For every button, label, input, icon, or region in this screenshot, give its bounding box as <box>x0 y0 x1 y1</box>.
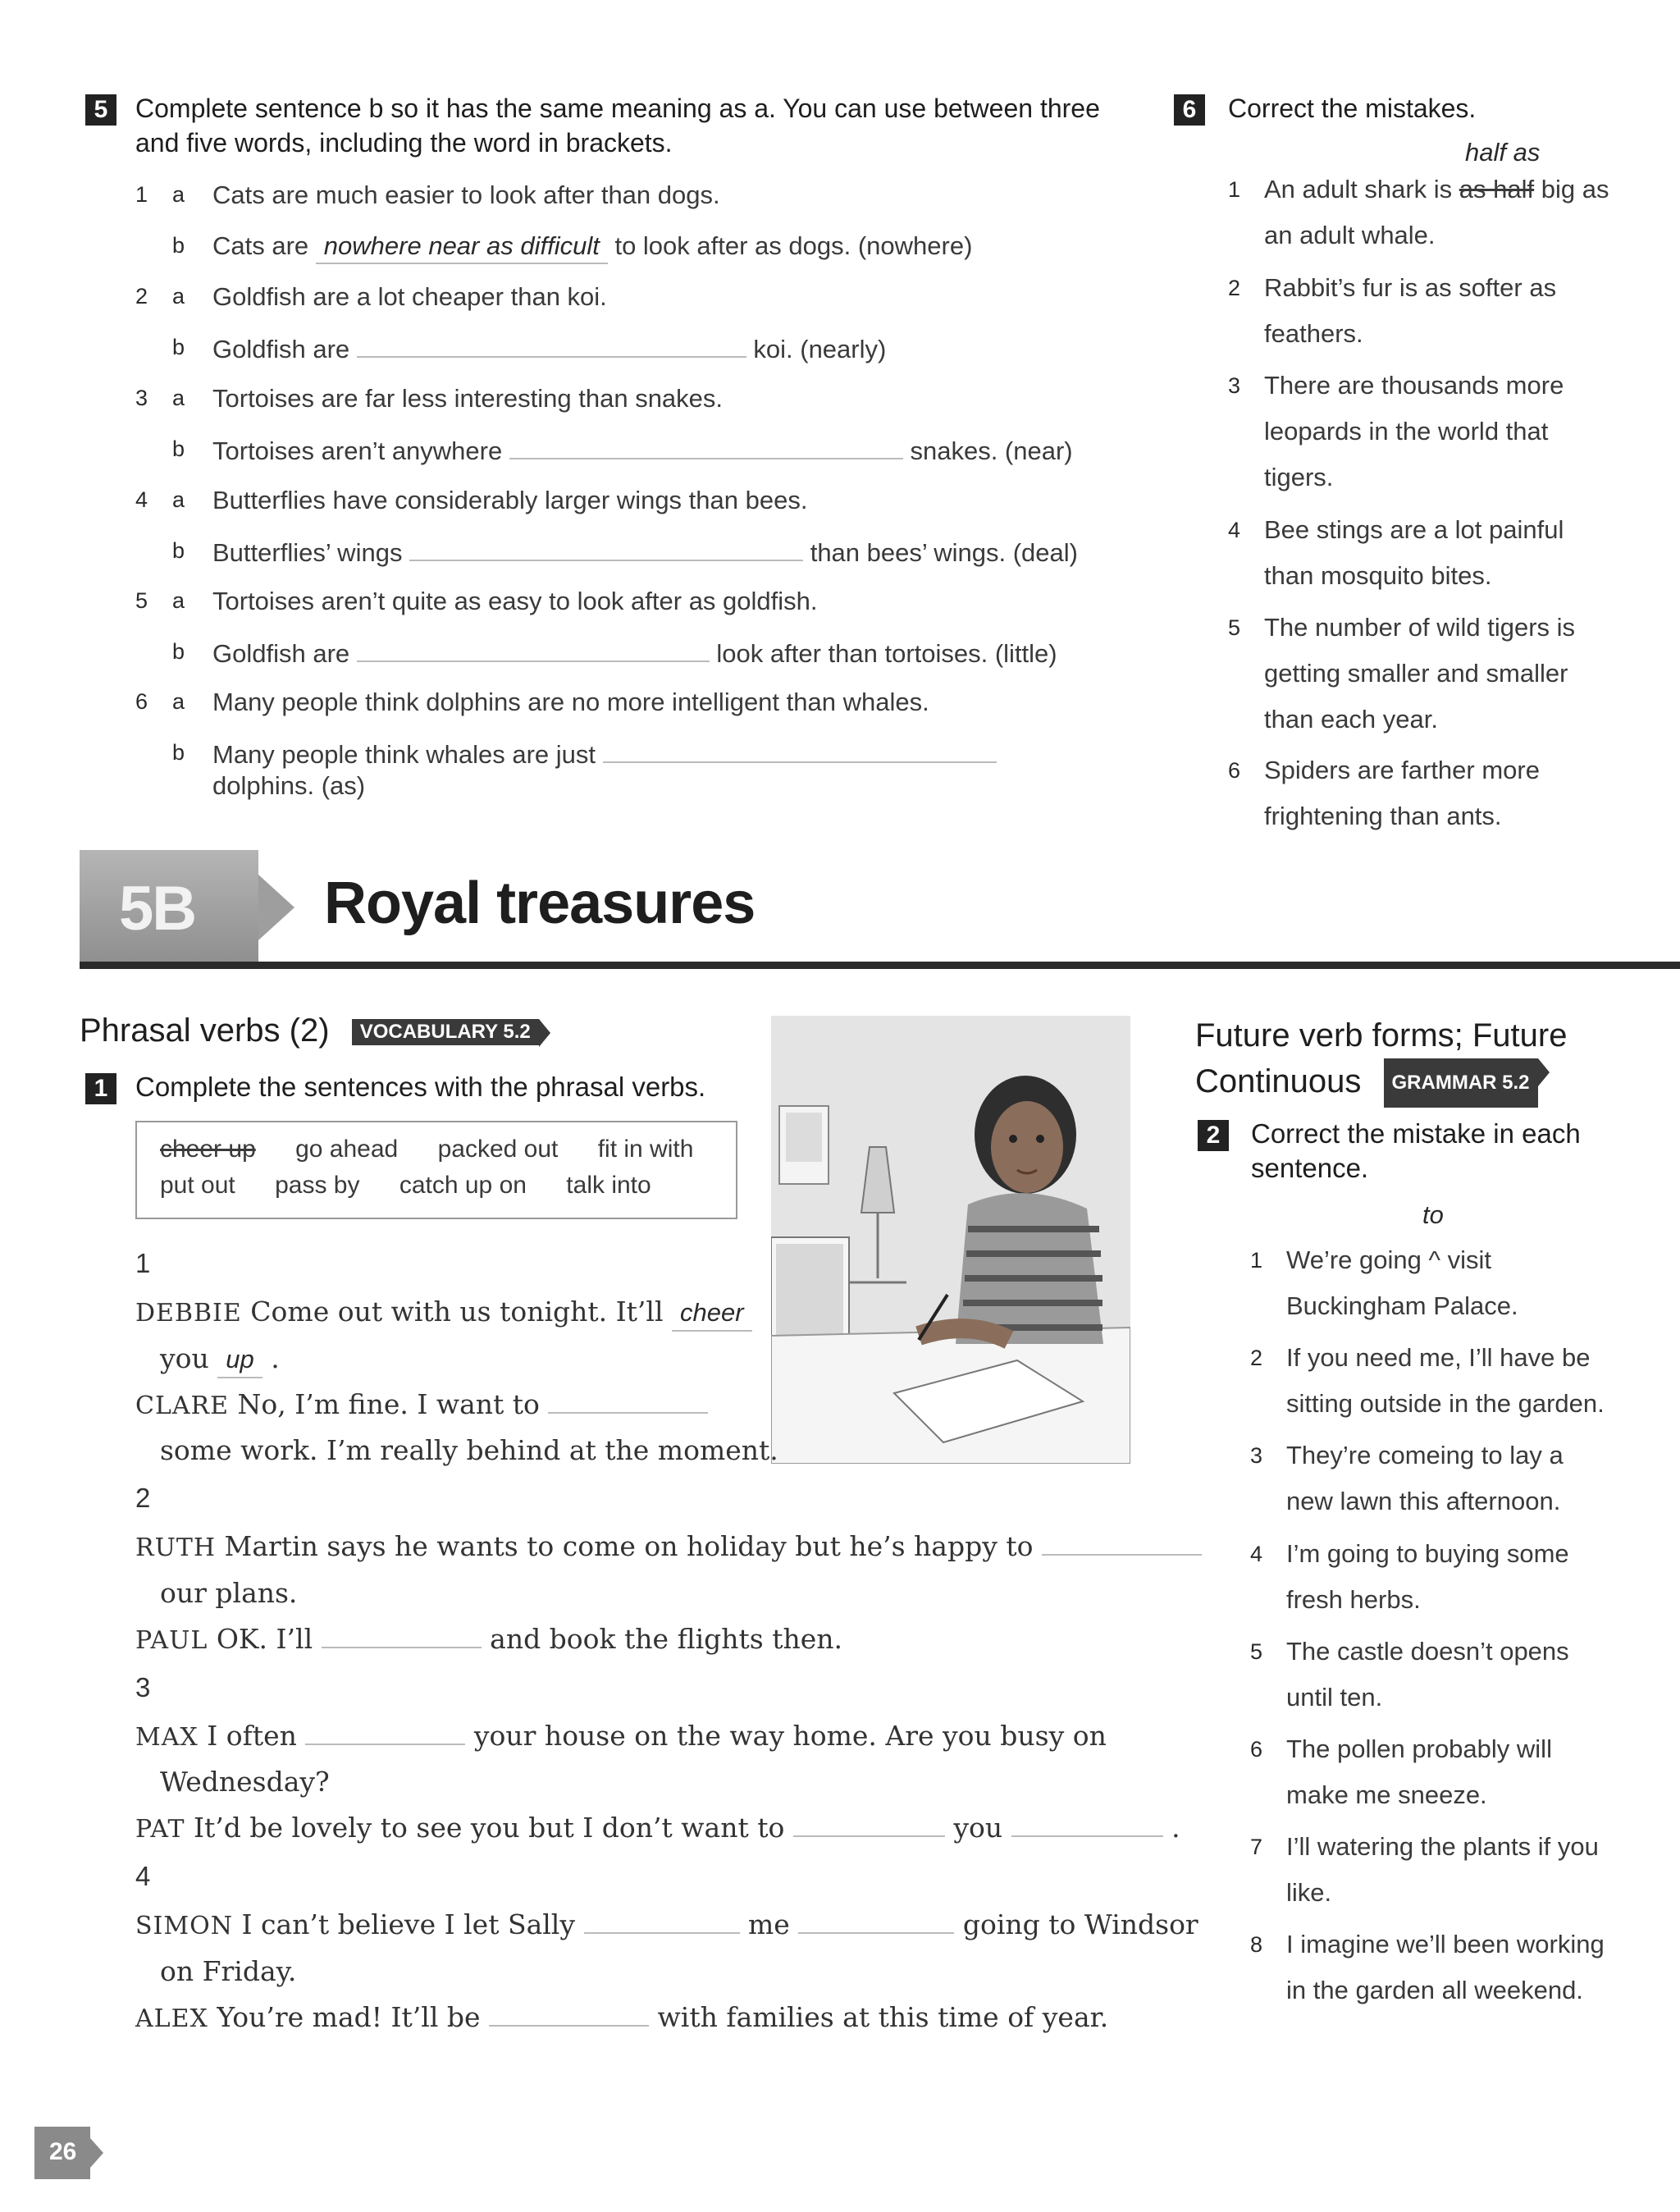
list-item <box>1286 1824 1664 1916</box>
item-number: 1 <box>135 182 148 207</box>
dialogue-text: I can’t believe I let Sally <box>241 1908 575 1940</box>
speaker-name: RUTH <box>135 1533 217 1562</box>
grammar-heading-text: Continuous <box>1195 1063 1362 1099</box>
item-text: than mosquito bites. <box>1264 561 1492 590</box>
dialogue-number: 4 <box>135 1861 151 1891</box>
item-number: 5 <box>1228 615 1241 640</box>
item-number: 8 <box>1250 1932 1263 1957</box>
sentence-b-start: Tortoises aren’t anywhere <box>212 436 503 465</box>
unit-divider <box>80 962 1680 969</box>
list-item <box>1264 507 1641 599</box>
dialogue-text: Martin says he wants to come on holiday but he’s happy to <box>224 1530 1034 1562</box>
exercise-6-instruction: Correct the mistakes. <box>1228 94 1477 123</box>
page-number-tab <box>34 2127 90 2179</box>
item-letter-b: b <box>172 436 185 461</box>
dialogue-line <box>135 1622 842 1658</box>
item-text: make me sneeze. <box>1286 1780 1487 1809</box>
dialogue-text: our plans. <box>160 1577 298 1609</box>
dialogue-number: 3 <box>135 1672 151 1702</box>
item-number: 3 <box>1250 1443 1263 1468</box>
page-tab-arrow <box>90 2138 103 2168</box>
answer-blank[interactable] <box>793 1811 945 1837</box>
speaker-name: CLARE <box>135 1392 230 1420</box>
answer-blank[interactable] <box>305 1719 465 1745</box>
list-item <box>1286 1237 1655 1329</box>
list-item <box>1264 363 1641 500</box>
item-text: frightening than ants. <box>1264 802 1502 830</box>
sentence-b-start: Goldfish are <box>212 639 350 668</box>
dialogue-text: I often <box>207 1720 297 1752</box>
sentence-b-end: to look after as dogs. (nowhere) <box>614 231 973 260</box>
item-letter-a: a <box>172 284 185 308</box>
struck-text: as half <box>1459 175 1535 203</box>
sentence-b-end: koi. (nearly) <box>753 335 887 363</box>
word-box-row <box>160 1136 693 1163</box>
item-text: big as <box>1541 175 1609 203</box>
dialogue-text: you <box>953 1812 1003 1844</box>
sentence-a: Tortoises aren’t quite as easy to look after as goldfish. <box>212 587 818 615</box>
word-option: pass by <box>275 1172 360 1199</box>
answer-blank[interactable] <box>409 535 803 561</box>
item-letter-b: b <box>172 538 185 563</box>
exercise-5-instruction: Complete sentence b so it has the same meaning as a. You can use between three and five words, including the word in brackets. <box>135 94 1100 158</box>
sentence-a: Goldfish are a lot cheaper than koi. <box>212 282 607 311</box>
item-text: I’m going to buying some <box>1286 1539 1569 1568</box>
sentence-b <box>212 331 886 366</box>
item-letter-a: a <box>172 487 185 512</box>
item-letter-b: b <box>172 233 185 258</box>
dialogue-text: on Friday. <box>160 1955 297 1987</box>
item-text: The castle doesn’t opens <box>1286 1637 1569 1666</box>
dialogue-text: with families at this time of year. <box>657 2001 1109 2033</box>
list-item <box>1286 1922 1664 2013</box>
item-text: The pollen probably will <box>1286 1734 1552 1763</box>
item-letter-a: a <box>172 182 185 207</box>
answer-blank[interactable] <box>1042 1529 1202 1556</box>
dialogue-text: and book the flights then. <box>490 1623 842 1655</box>
item-text: fresh herbs. <box>1286 1585 1421 1614</box>
speaker-name: PAUL <box>135 1626 208 1655</box>
list-item <box>1286 1531 1655 1623</box>
item-text: Bee stings are a lot painful <box>1264 515 1564 544</box>
item-letter-a: a <box>172 689 185 714</box>
item-letter-a: a <box>172 386 185 410</box>
word-option: cheer up <box>160 1136 256 1163</box>
item-number: 3 <box>1228 373 1241 398</box>
dialogue-text: Come out with us tonight. It’ll <box>250 1296 664 1328</box>
item-number: 2 <box>1250 1346 1263 1370</box>
speaker-name: SIMON <box>135 1912 233 1940</box>
answer-blank[interactable] <box>357 636 710 662</box>
dialogue-line <box>135 1295 752 1332</box>
unit-code-banner <box>80 850 258 967</box>
dialogue-text: going to Windsor <box>962 1908 1198 1940</box>
banner-arrow <box>258 875 294 940</box>
speaker-name: DEBBIE <box>135 1299 242 1328</box>
sentence-b-end: than bees’ wings. (deal) <box>810 538 1078 567</box>
answer-example: cheer <box>672 1296 752 1332</box>
exercise-1-instruction: Complete the sentences with the phrasal verbs. <box>135 1072 706 1102</box>
item-text: in the garden all weekend. <box>1286 1976 1583 2004</box>
item-number: 6 <box>1228 758 1241 783</box>
dialogue-text: you <box>160 1342 209 1374</box>
list-item <box>1286 1335 1655 1427</box>
speaker-name: ALEX <box>135 2004 208 2033</box>
item-text: than each year. <box>1264 705 1438 734</box>
item-text: an adult whale. <box>1264 221 1436 249</box>
dialogue-line <box>135 1908 1198 1944</box>
item-text: sitting outside in the garden. <box>1286 1389 1605 1418</box>
item-letter-b: b <box>172 740 185 765</box>
sentence-b-start: Goldfish are <box>212 335 350 363</box>
answer-blank[interactable] <box>548 1387 708 1414</box>
item-number: 5 <box>135 588 148 613</box>
item-number: 6 <box>1250 1737 1263 1762</box>
unit-title: Royal treasures <box>324 871 756 936</box>
sentence-a: Cats are much easier to look after than dogs. <box>212 181 720 209</box>
dialogue-number: 2 <box>135 1483 151 1513</box>
item-text: like. <box>1286 1878 1332 1907</box>
sentence-b-end: look after than tortoises. (little) <box>716 639 1057 668</box>
dialogue-text: . <box>1171 1812 1180 1844</box>
item-number: 2 <box>1228 276 1241 300</box>
item-text: Buckingham Palace. <box>1286 1291 1518 1320</box>
dialogue-text: It’d be lovely to see you but I don’t want to <box>193 1812 785 1844</box>
list-item <box>1286 1726 1655 1818</box>
dialogue-text: . <box>271 1342 280 1374</box>
item-letter-b: b <box>172 335 185 359</box>
item-text: new lawn this afternoon. <box>1286 1487 1561 1515</box>
dialogue-text: You’re mad! It’ll be <box>217 2001 481 2033</box>
sentence-a: Tortoises are far less interesting than snakes. <box>212 384 724 413</box>
item-number: 4 <box>1228 518 1241 542</box>
grammar-heading <box>1195 1012 1655 1108</box>
list-item <box>1264 605 1641 743</box>
vocab-heading <box>80 1012 539 1049</box>
sentence-b-start: Butterflies’ wings <box>212 538 403 567</box>
item-number: 2 <box>135 284 148 308</box>
item-text: tigers. <box>1264 463 1334 491</box>
item-text: Spiders are farther more <box>1264 756 1540 784</box>
item-text: I imagine we’ll been working <box>1286 1930 1605 1958</box>
dialogue-line <box>135 1811 1180 1847</box>
sentence-b <box>212 737 997 771</box>
sentence-b-start: Cats are <box>212 231 309 260</box>
item-number: 7 <box>1250 1835 1263 1859</box>
word-option: fit in with <box>597 1136 694 1163</box>
item-text: There are thousands more <box>1264 371 1564 400</box>
answer-blank[interactable] <box>509 433 903 459</box>
exercise-1-number: 1 <box>85 1073 116 1104</box>
answer-example: nowhere near as difficult <box>316 230 608 264</box>
word-option: packed out <box>437 1136 559 1163</box>
sentence-b-start: Many people think whales are just <box>212 740 596 769</box>
answer-blank[interactable] <box>798 1908 954 1934</box>
dialogue-number: 1 <box>135 1248 151 1278</box>
answer-blank[interactable] <box>357 331 746 358</box>
item-text: An adult shark is <box>1264 175 1453 203</box>
answer-blank[interactable] <box>584 1908 740 1934</box>
woman-illustration-icon <box>771 1016 1130 1464</box>
dialogue-text: No, I’m fine. I want to <box>237 1388 540 1420</box>
sentence-b-end: dolphins. (as) <box>212 771 366 800</box>
word-option: go ahead <box>295 1136 399 1163</box>
item-text: We’re going ^ visit <box>1286 1245 1492 1274</box>
sentence-a: Many people think dolphins are no more intelligent than whales. <box>212 688 929 716</box>
dialogue-line <box>135 2000 1108 2036</box>
page-number: 26 <box>49 2138 77 2165</box>
exercise-6-number: 6 <box>1174 94 1205 126</box>
item-text: feathers. <box>1264 319 1363 348</box>
item-number: 4 <box>135 487 148 512</box>
exercise-5-number: 5 <box>85 94 116 126</box>
list-item <box>1264 747 1641 839</box>
vocab-tag: VOCABULARY 5.2 <box>352 1019 539 1045</box>
item-text: If you need me, I’ll have be <box>1286 1343 1591 1372</box>
answer-example: up <box>217 1342 262 1378</box>
word-option: talk into <box>566 1172 651 1199</box>
illustration-woman-at-desk <box>771 1016 1130 1464</box>
dialogue-line <box>135 1719 1107 1755</box>
dialogue-text: me <box>748 1908 790 1940</box>
answer-blank[interactable] <box>603 737 997 763</box>
answer-blank[interactable] <box>1011 1811 1163 1837</box>
unit-code: 5B <box>119 874 196 944</box>
item-number: 1 <box>1250 1248 1263 1273</box>
answer-blank[interactable] <box>322 1622 482 1648</box>
item-text: I’ll watering the plants if you <box>1286 1832 1599 1861</box>
item-text: until ten. <box>1286 1683 1383 1712</box>
sentence-b-end: snakes. (near) <box>910 436 1073 465</box>
answer-blank[interactable] <box>489 2000 649 2027</box>
item-text: getting smaller and smaller <box>1264 659 1568 688</box>
correction-note: to <box>1422 1200 1444 1229</box>
dialogue-line <box>135 1529 1202 1565</box>
word-box <box>135 1121 737 1219</box>
correction-note: half as <box>1465 138 1541 167</box>
list-item <box>1286 1629 1655 1721</box>
list-item <box>1264 265 1641 357</box>
item-number: 6 <box>135 689 148 714</box>
sentence-a: Butterflies have considerably larger wings than bees. <box>212 486 808 514</box>
exercise-2-number: 2 <box>1198 1120 1229 1151</box>
dialogue-line <box>135 1387 708 1424</box>
item-number: 3 <box>135 386 148 410</box>
grammar-tag: GRAMMAR 5.2 <box>1384 1058 1538 1108</box>
dialogue-line <box>160 1341 280 1378</box>
sentence-b <box>212 230 972 264</box>
dialogue-text: some work. I’m really behind at the moment. <box>160 1434 778 1466</box>
item-text: They’re comeing to lay a <box>1286 1441 1564 1469</box>
item-number: 4 <box>1250 1542 1263 1566</box>
sentence-b <box>212 433 1073 468</box>
item-letter-a: a <box>172 588 185 613</box>
item-text: leopards in the world that <box>1264 417 1549 446</box>
sentence-b <box>212 636 1057 670</box>
list-item <box>1264 167 1641 258</box>
speaker-name: MAX <box>135 1723 199 1752</box>
word-option: catch up on <box>399 1172 527 1199</box>
word-box-row <box>160 1172 651 1200</box>
exercise-2-instruction: Correct the mistake in each sentence. <box>1251 1118 1581 1183</box>
list-item <box>1286 1433 1655 1524</box>
item-number: 5 <box>1250 1639 1263 1664</box>
dialogue-text: Wednesday? <box>160 1766 330 1798</box>
vocab-heading-text: Phrasal verbs (2) <box>80 1012 330 1049</box>
item-number: 1 <box>1228 177 1241 202</box>
grammar-heading-text: Future verb forms; Future <box>1195 1017 1568 1053</box>
speaker-name: PAT <box>135 1815 185 1844</box>
item-text: The number of wild tigers is <box>1264 613 1576 642</box>
sentence-b <box>212 535 1078 569</box>
dialogue-text: OK. I’ll <box>216 1623 313 1655</box>
dialogue-text: your house on the way home. Are you busy on <box>473 1720 1107 1752</box>
item-text: Rabbit’s fur is as softer as <box>1264 273 1557 302</box>
item-letter-b: b <box>172 639 185 664</box>
word-option: put out <box>160 1172 235 1199</box>
